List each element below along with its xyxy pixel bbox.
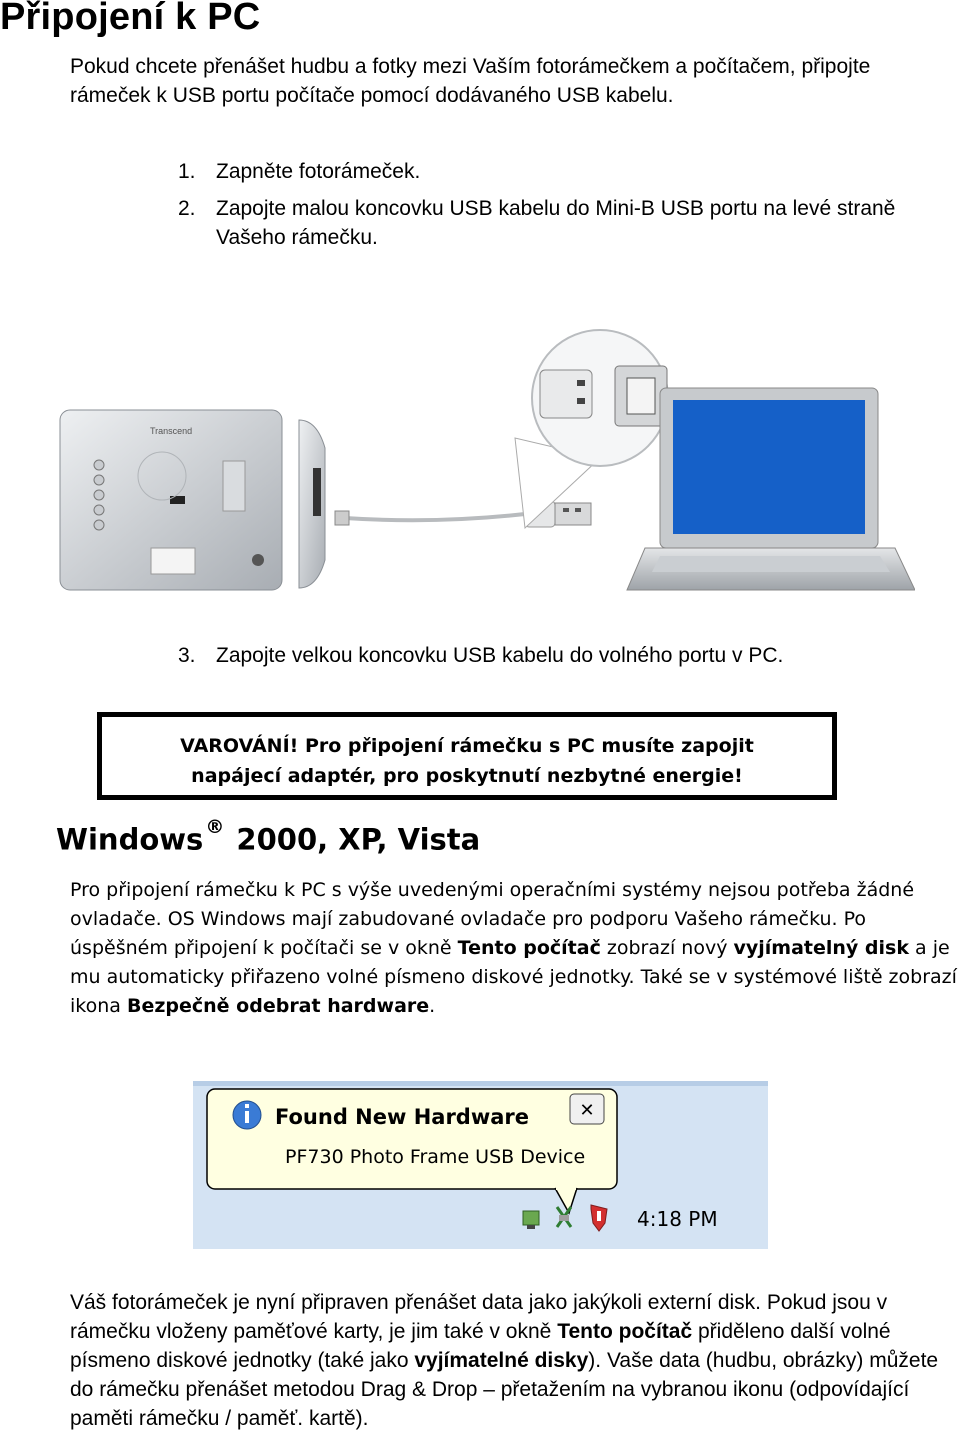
intro-paragraph: Pokud chcete přenášet hudbu a fotky mezi Vaším fotorámečkem a počítačem, připojte rámeček k USB portu počítače pomocí dodávaného USB kabelu. [70, 55, 871, 107]
step-text: Zapojte velkou koncovku USB kabelu do volného portu v PC. [216, 644, 784, 667]
warning-label: VAROVÁNÍ! [180, 735, 299, 757]
magnifier-bubble [515, 330, 668, 528]
notification-title: Found New Hardware [275, 1105, 529, 1129]
windows-heading-versions: 2000, XP, Vista [236, 822, 481, 857]
text-run: zobrazí nový [600, 937, 734, 959]
step-list-continued [178, 641, 956, 670]
text-run: a je mu automaticky přiřazeno volné písmeno diskové jednotky. Také se v systémové liště zobrazí ikona [70, 937, 957, 1017]
windows-heading [56, 816, 481, 857]
list-item [178, 157, 956, 186]
windows-heading-pre: Windows [56, 822, 204, 857]
notification-graphic [193, 1081, 768, 1249]
step-number: 1. [178, 160, 196, 183]
warning-box [97, 712, 837, 800]
final-paragraph [70, 1288, 960, 1433]
warning-text-2: napájecí adaptér, pro poskytnutí nezbytné energie! [191, 765, 743, 787]
warning-line-1 [102, 731, 832, 761]
list-item [178, 641, 956, 670]
step-number: 2. [178, 197, 196, 220]
tray-clock: 4:18 PM [637, 1207, 718, 1231]
step-list [178, 157, 956, 252]
text-run-bold: Bezpečně odebrat hardware [126, 995, 430, 1017]
laptop [627, 388, 915, 590]
windows-paragraph [70, 876, 960, 1021]
photo-frame-back [60, 410, 282, 590]
registered-mark: ® [205, 816, 225, 838]
notification-message: PF730 Photo Frame USB Device [285, 1146, 586, 1168]
list-item [178, 194, 956, 252]
info-icon [233, 1101, 261, 1129]
usb-connection-illustration [55, 328, 915, 600]
text-run-bold: vyjímatelné disky [414, 1349, 589, 1372]
text-run: . [429, 995, 436, 1017]
notification-screenshot [193, 1081, 768, 1249]
photo-frame-side [299, 420, 325, 588]
text-run: Váš fotorámeček je nyní připraven přenášet data jako jakýkoli externí disk. Pokud jsou v rámečku vloženy paměťové karty, je jim také v okně [70, 1291, 888, 1343]
step-text: Zapněte fotorámeček. [216, 160, 421, 183]
usb-cable [345, 514, 525, 520]
frame-brand-label: Transcend [150, 426, 193, 436]
text-run: přiděleno další volné písmeno diskové jednotky (také jako [70, 1320, 891, 1372]
text-run-bold: vyjímatelný disk [733, 937, 909, 959]
step-number: 3. [178, 644, 196, 667]
text-run-bold: Tento počítač [557, 1320, 693, 1343]
close-icon: ✕ [579, 1100, 595, 1121]
warning-text-1: Pro připojení rámečku s PC musíte zapojit [304, 735, 754, 757]
text-run: Pro připojení rámečku k PC s výše uvedenými operačními systémy nejsou potřeba žádné ovladače. OS Windows mají zabudované ovladače pro podporu Vašeho rámečku. Po úspěšném připojení k počítači se v okně [70, 879, 915, 959]
text-run-bold: Tento počítač [457, 937, 601, 959]
text-run: ). Vaše data (hudbu, obrázky) můžete do rámečku přenášet metodou Drag & Drop – přetažením na vybranou ikonu (odpovídající paměti rámečku / paměť. kartě). [70, 1349, 939, 1430]
page-title: Připojení k PC [0, 0, 261, 38]
notification-close-button[interactable] [570, 1094, 604, 1124]
step-text: Zapojte malou koncovku USB kabelu do Mini-B USB portu na levé straně Vašeho rámečku. [216, 197, 896, 249]
